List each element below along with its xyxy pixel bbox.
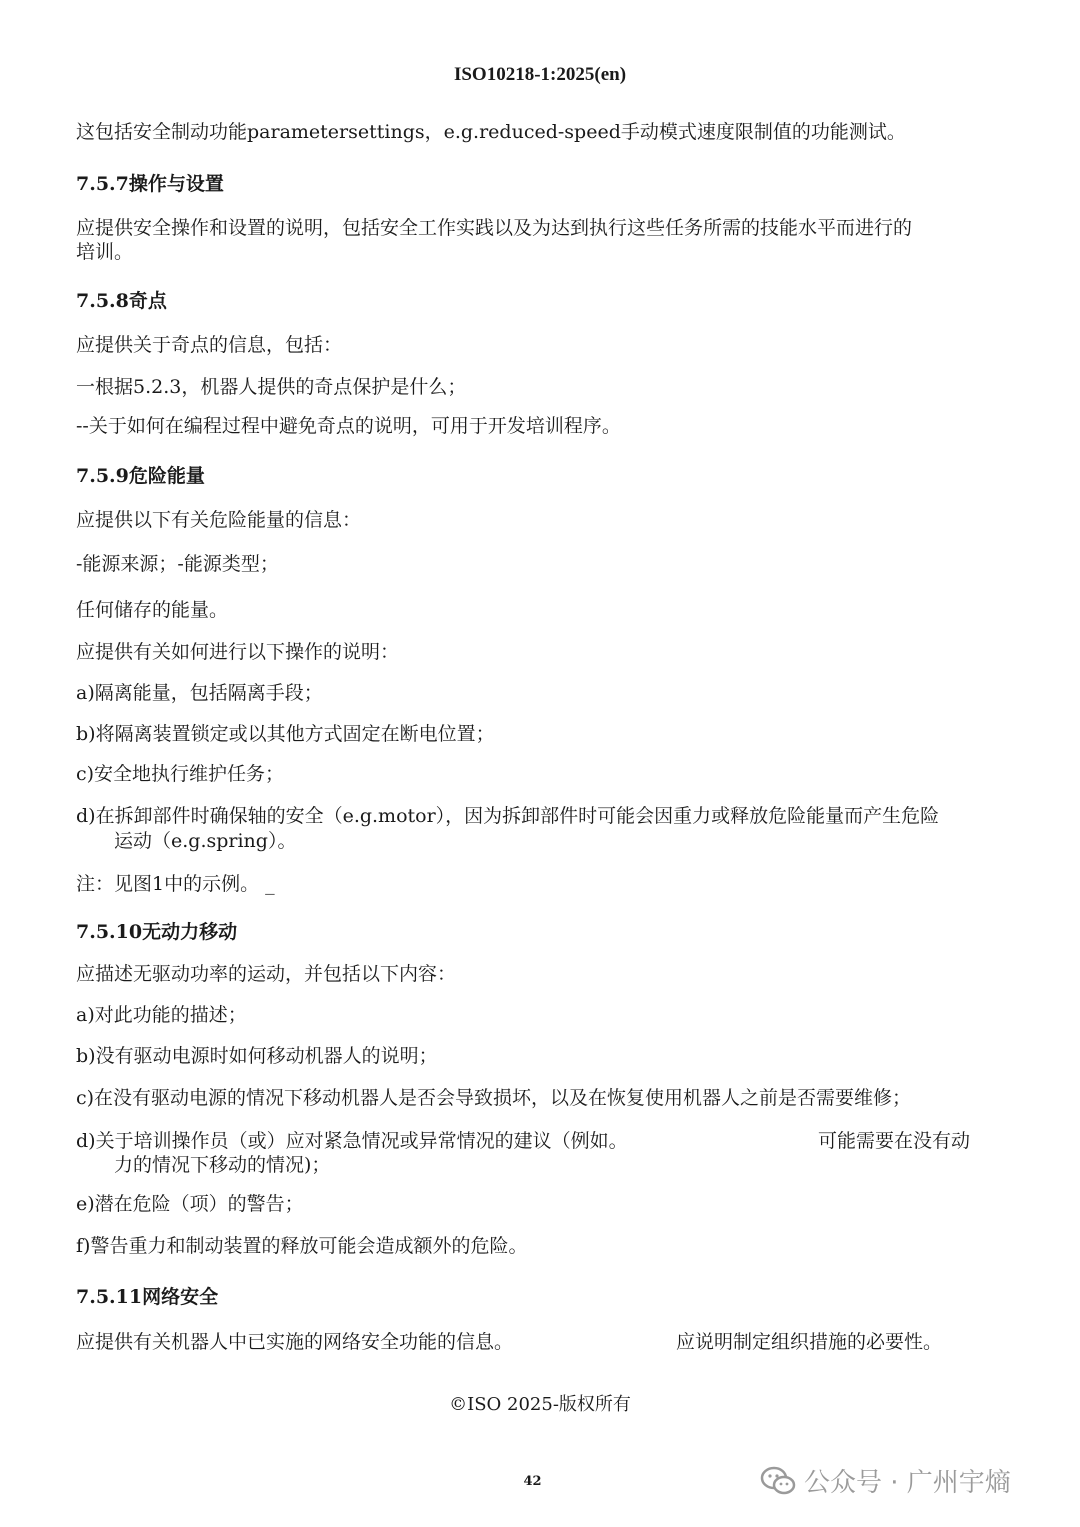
section-7-5-9-list-item-b: b)将隔离装置锁定或以其他方式固定在断电位置；	[76, 723, 495, 745]
intro-paragraph: 这包括安全制动功能parametersettings，e.g.reduced-speed手动模式速度限制值的功能测试。	[76, 121, 906, 143]
section-7-5-9-paragraph: 应提供以下有关危险能量的信息：	[76, 509, 362, 531]
section-7-5-10-list-item-d-continued: 力的情况下移动的情况)；	[114, 1154, 331, 1176]
watermark	[760, 1462, 1011, 1499]
document-header: ISO10218-1:2025(en)	[453, 64, 627, 85]
section-7-5-9-list-item-c: c)安全地执行维护任务；	[76, 763, 285, 785]
section-7-5-10-list-item-c: c)在没有驱动电源的情况下移动机器人是否会导致损坏，以及在恢复使用机器人之前是否需要维修；	[76, 1087, 912, 1109]
section-7-5-10-list-item-f: f)警告重力和制动装置的释放可能会造成额外的危险。	[76, 1235, 528, 1257]
section-7-5-10-list-item-e: e)潜在危险（项）的警告；	[76, 1193, 304, 1215]
section-7-5-9-title: 7.5.9危险能量	[76, 465, 205, 487]
section-7-5-9-note: 注：见图1中的示例。 _	[76, 873, 275, 895]
section-7-5-8-title: 7.5.8奇点	[76, 290, 167, 312]
section-7-5-9-list-item-a: a)隔离能量，包括隔离手段；	[76, 682, 323, 704]
section-7-5-9-paragraph: 任何储存的能量。	[76, 599, 229, 621]
section-7-5-11-paragraph: 应提供有关机器人中已实施的网络安全功能的信息。	[76, 1331, 514, 1353]
section-7-5-7-paragraph-line1: 应提供安全操作和设置的说明，包括安全工作实践以及为达到执行这些任务所需的技能水平而进行的	[76, 217, 913, 239]
section-7-5-10-list-item-a: a)对此功能的描述；	[76, 1004, 247, 1026]
section-7-5-8-list-item: --关于如何在编程过程中避免奇点的说明，可用于开发培训程序。	[76, 415, 621, 437]
section-7-5-7-paragraph-line2: 培训。	[76, 241, 134, 263]
section-7-5-10-paragraph: 应描述无驱动功率的运动，并包括以下内容：	[76, 963, 457, 985]
page-number: 42	[523, 1474, 542, 1489]
section-7-5-10-list-item-d: d)关于培训操作员（或）应对紧急情况或异常情况的建议（例如。	[76, 1130, 628, 1152]
section-7-5-10-title: 7.5.10无动力移动	[76, 921, 238, 943]
section-7-5-9-list-item-d: d)在拆卸部件时确保轴的安全（e.g.motor），因为拆卸部件时可能会因重力或释放危险能量而产生危险	[76, 805, 940, 827]
section-7-5-11-paragraph-tail: 应说明制定组织措施的必要性。	[676, 1331, 943, 1353]
wechat-icon	[760, 1466, 796, 1496]
section-7-5-8-paragraph: 应提供关于奇点的信息，包括：	[76, 334, 343, 356]
section-7-5-10-list-item-d-tail: 可能需要在没有动	[818, 1130, 971, 1152]
section-7-5-7-title: 7.5.7操作与设置	[76, 173, 224, 195]
section-7-5-9-paragraph: 应提供有关如何进行以下操作的说明：	[76, 641, 400, 663]
copyright-notice: ©ISO 2025-版权所有	[449, 1394, 631, 1415]
section-7-5-9-list-item-d-continued: 运动（e.g.spring）。	[114, 830, 297, 852]
section-7-5-8-list-item: 一根据5.2.3，机器人提供的奇点保护是什么；	[76, 376, 467, 398]
watermark-text: 公众号 · 广州宇熵	[804, 1468, 1011, 1498]
section-7-5-10-list-item-b: b)没有驱动电源时如何移动机器人的说明；	[76, 1045, 438, 1067]
section-7-5-9-paragraph: -能源来源；-能源类型；	[76, 553, 279, 575]
section-7-5-11-title: 7.5.11网络安全	[76, 1286, 219, 1308]
